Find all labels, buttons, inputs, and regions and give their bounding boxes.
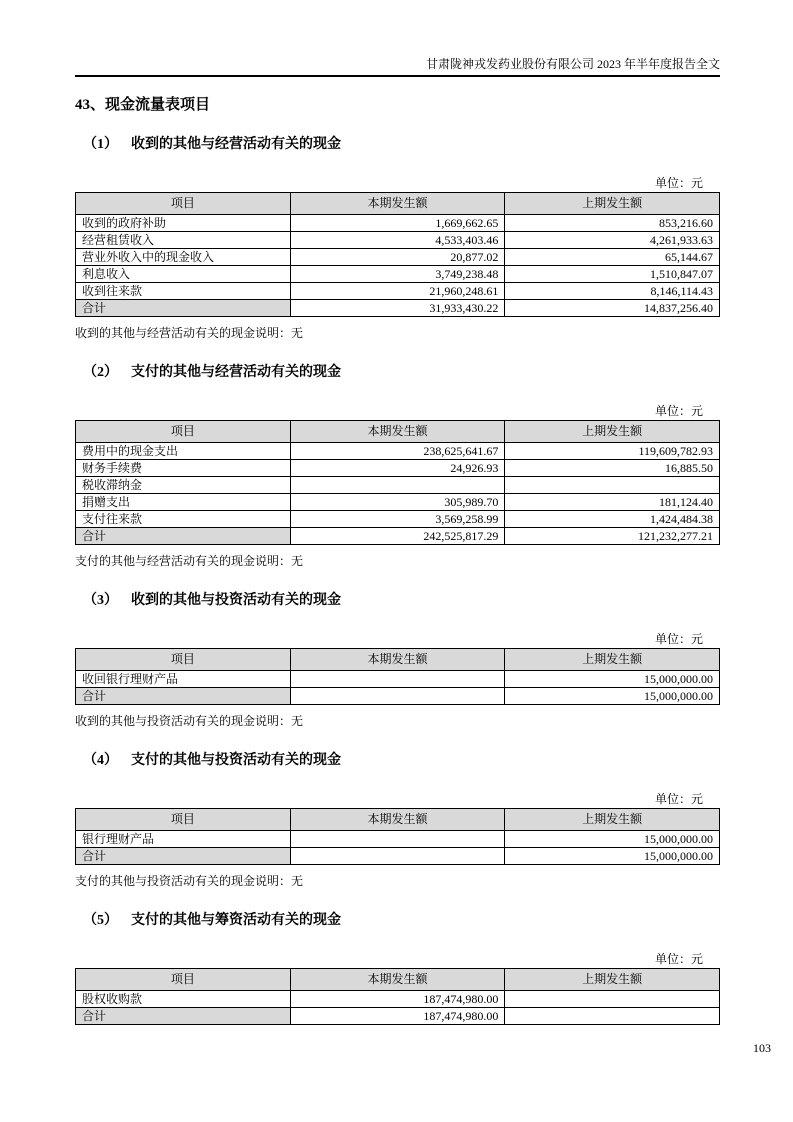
subsection-number: （1） — [83, 137, 118, 152]
table-row — [76, 991, 720, 1008]
data-table — [75, 648, 720, 705]
cell-item: 营业外收入中的现金收入 — [76, 249, 291, 266]
cell-value: 16,885.50 — [505, 460, 720, 477]
cell-item: 合计 — [76, 528, 291, 545]
cell-value: 15,000,000.00 — [505, 688, 720, 705]
sections-container — [75, 136, 720, 1025]
cell-value: 24,926.93 — [290, 460, 505, 477]
subsection — [75, 136, 720, 340]
cell-value: 14,837,256.40 — [505, 300, 720, 317]
cell-value: 4,261,933.63 — [505, 232, 720, 249]
table-row — [76, 266, 720, 283]
data-table — [75, 420, 720, 545]
total-row — [76, 688, 720, 705]
cell-item: 收到往来款 — [76, 283, 291, 300]
table-header-row — [76, 421, 720, 443]
subsection-number: （3） — [83, 593, 118, 608]
cell-item: 费用中的现金支出 — [76, 443, 291, 460]
total-row — [76, 300, 720, 317]
cell-value: 305,989.70 — [290, 494, 505, 511]
unit-label: 单位：元 — [654, 952, 703, 966]
cell-value: 3,749,238.48 — [290, 266, 505, 283]
cell-value: 238,625,641.67 — [290, 443, 505, 460]
subsection-title-text: 支付的其他与筹资活动有关的现金 — [131, 913, 341, 928]
section-title: 43、现金流量表项目 — [75, 97, 211, 113]
column-header: 本期发生额 — [290, 421, 505, 443]
cell-item: 收到的政府补助 — [76, 215, 291, 232]
cell-value: 8,146,114.43 — [505, 283, 720, 300]
subsection — [75, 912, 720, 1025]
unit-label: 单位：元 — [654, 176, 703, 190]
cell-value: 853,216.60 — [505, 215, 720, 232]
report-header-text: 甘肃陇神戎发药业股份有限公司 2023 年半年度报告全文 — [425, 57, 720, 71]
subsection-title — [75, 364, 720, 381]
table-row — [76, 232, 720, 249]
cell-value — [290, 848, 505, 865]
cell-value: 242,525,817.29 — [290, 528, 505, 545]
total-row — [76, 1008, 720, 1025]
cell-value — [290, 688, 505, 705]
page-content — [75, 0, 720, 1025]
report-header — [75, 0, 720, 77]
table-row — [76, 831, 720, 848]
table-row — [76, 215, 720, 232]
cell-value: 15,000,000.00 — [505, 671, 720, 688]
subsection-title-text: 收到的其他与投资活动有关的现金 — [131, 593, 341, 608]
cell-item: 利息收入 — [76, 266, 291, 283]
cell-value: 4,533,403.46 — [290, 232, 505, 249]
cell-value: 187,474,980.00 — [290, 1008, 505, 1025]
table-header-row — [76, 809, 720, 831]
unit-label: 单位：元 — [654, 404, 703, 418]
table-row — [76, 511, 720, 528]
column-header: 本期发生额 — [290, 809, 505, 831]
unit-label: 单位：元 — [654, 632, 703, 646]
table-row — [76, 671, 720, 688]
column-header: 项目 — [76, 193, 291, 215]
subsection-number: （2） — [83, 365, 118, 380]
data-table — [75, 192, 720, 317]
data-table — [75, 808, 720, 865]
subsection — [75, 364, 720, 568]
cell-value — [505, 991, 720, 1008]
column-header: 上期发生额 — [505, 969, 720, 991]
table-header-row — [76, 649, 720, 671]
table-note: 支付的其他与经营活动有关的现金说明：无 — [75, 554, 304, 568]
column-header: 项目 — [76, 809, 291, 831]
cell-item: 合计 — [76, 688, 291, 705]
column-header: 上期发生额 — [505, 421, 720, 443]
table-row — [76, 249, 720, 266]
subsection — [75, 752, 720, 888]
cell-value: 187,474,980.00 — [290, 991, 505, 1008]
cell-value: 119,609,782.93 — [505, 443, 720, 460]
cell-value — [290, 831, 505, 848]
cell-item: 财务手续费 — [76, 460, 291, 477]
cell-item: 合计 — [76, 848, 291, 865]
cell-value: 15,000,000.00 — [505, 848, 720, 865]
column-header: 项目 — [76, 969, 291, 991]
table-row — [76, 494, 720, 511]
cell-value: 21,960,248.61 — [290, 283, 505, 300]
column-header: 项目 — [76, 649, 291, 671]
cell-item: 捐赠支出 — [76, 494, 291, 511]
column-header: 本期发生额 — [290, 969, 505, 991]
cell-value: 181,124.40 — [505, 494, 720, 511]
subsection — [75, 592, 720, 728]
cell-value: 121,232,277.21 — [505, 528, 720, 545]
column-header: 上期发生额 — [505, 649, 720, 671]
table-note: 收到的其他与经营活动有关的现金说明：无 — [75, 326, 304, 340]
column-header: 本期发生额 — [290, 193, 505, 215]
total-row — [76, 848, 720, 865]
column-header: 上期发生额 — [505, 193, 720, 215]
cell-item: 支付往来款 — [76, 511, 291, 528]
cell-value: 31,933,430.22 — [290, 300, 505, 317]
unit-label: 单位：元 — [654, 792, 703, 806]
table-row — [76, 477, 720, 494]
subsection-title — [75, 136, 720, 153]
subsection-title-text: 支付的其他与经营活动有关的现金 — [131, 365, 341, 380]
subsection-title-text: 支付的其他与投资活动有关的现金 — [131, 753, 341, 768]
table-header-row — [76, 969, 720, 991]
column-header: 本期发生额 — [290, 649, 505, 671]
cell-item: 合计 — [76, 1008, 291, 1025]
subsection-number: （5） — [83, 913, 118, 928]
cell-value: 1,669,662.65 — [290, 215, 505, 232]
cell-value: 20,877.02 — [290, 249, 505, 266]
cell-value — [505, 1008, 720, 1025]
column-header: 项目 — [76, 421, 291, 443]
subsection-title — [75, 752, 720, 769]
cell-value — [290, 671, 505, 688]
cell-value: 1,424,484.38 — [505, 511, 720, 528]
cell-item: 股权收购款 — [76, 991, 291, 1008]
subsection-title — [75, 592, 720, 609]
cell-value: 15,000,000.00 — [505, 831, 720, 848]
table-note: 支付的其他与投资活动有关的现金说明：无 — [75, 874, 304, 888]
subsection-title-text: 收到的其他与经营活动有关的现金 — [131, 137, 341, 152]
table-row — [76, 283, 720, 300]
cell-value — [290, 477, 505, 494]
cell-value: 1,510,847.07 — [505, 266, 720, 283]
cell-value: 65,144.67 — [505, 249, 720, 266]
total-row — [76, 528, 720, 545]
cell-item: 收回银行理财产品 — [76, 671, 291, 688]
page-number: 103 — [753, 1041, 771, 1055]
column-header: 上期发生额 — [505, 809, 720, 831]
table-row — [76, 443, 720, 460]
cell-item: 经营租赁收入 — [76, 232, 291, 249]
cell-item: 税收滞纳金 — [76, 477, 291, 494]
data-table — [75, 968, 720, 1025]
cell-item: 银行理财产品 — [76, 831, 291, 848]
cell-item: 合计 — [76, 300, 291, 317]
subsection-title — [75, 912, 720, 929]
table-note: 收到的其他与投资活动有关的现金说明：无 — [75, 714, 304, 728]
cell-value: 3,569,258.99 — [290, 511, 505, 528]
table-row — [76, 460, 720, 477]
table-header-row — [76, 193, 720, 215]
subsection-number: （4） — [83, 753, 118, 768]
cell-value — [505, 477, 720, 494]
